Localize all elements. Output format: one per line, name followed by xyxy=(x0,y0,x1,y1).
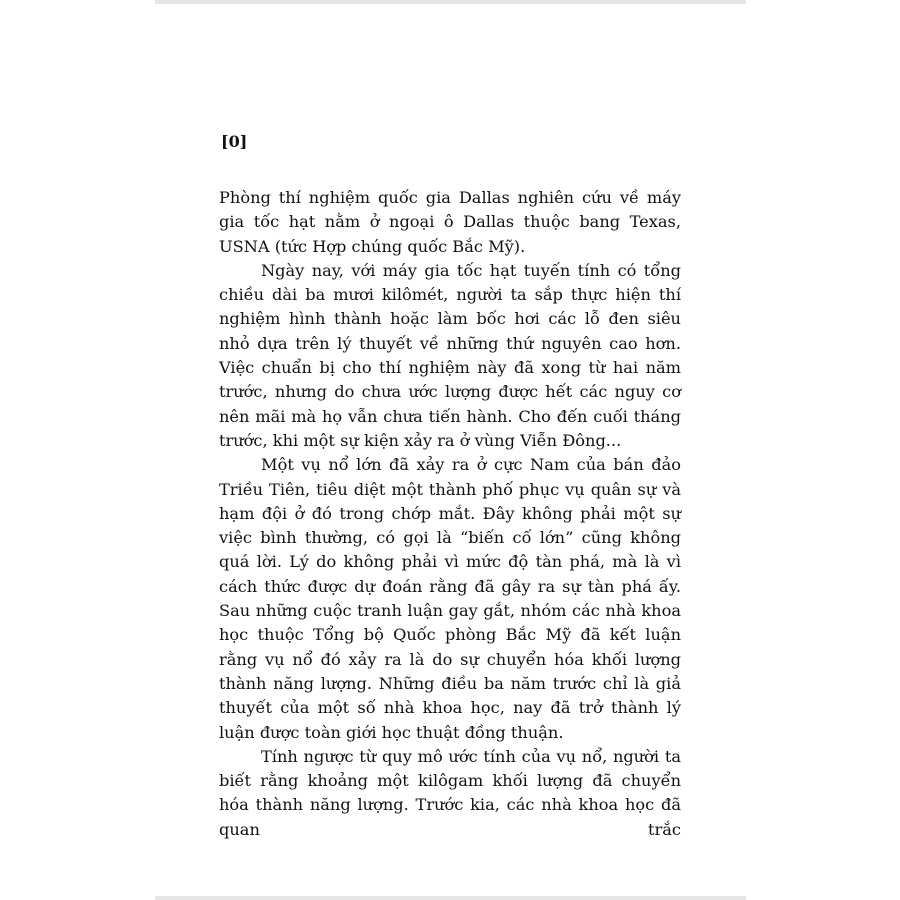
paragraph-1: Phòng thí nghiệm quốc gia Dallas nghiên cứu về máy gia tốc hạt nằm ở ngoại ô Dallas thuộc bang Texas, USNA (tức Hợp chúng quốc Bắc Mỹ). xyxy=(219,188,681,256)
paragraph-3: Một vụ nổ lớn đã xảy ra ở cực Nam của bán đảo Triều Tiên, tiêu diệt một thành phố phục vụ quân sự và hạm đội ở đó trong chớp mắt. Đây không phải một sự việc bình thường, có gọi là “biến cố lớn” cũng không quá lời. Lý do không phải vì mức độ tàn phá, mà là vì cách thức được dự đoán rằng đã gây ra sự tàn phá ấy. Sau những cuộc tranh luận gay gắt, nhóm các nhà khoa học thuộc Tổng bộ Quốc phòng Bắc Mỹ đã kết luận rằng vụ nổ đó xảy ra là do sự chuyển hóa khối lượng thành năng lượng. Những điều ba năm trước chỉ là giả thuyết của một số nhà khoa học, nay đã trở thành lý luận được toàn giới học thuật đồng thuận. xyxy=(219,455,681,742)
section-number: [0] xyxy=(221,132,248,151)
paragraph-2: Ngày nay, với máy gia tốc hạt tuyến tính có tổng chiều dài ba mươi kilômét, người ta sắp thực hiện thí nghiệm hình thành hoặc làm bốc hơi các lỗ đen siêu nhỏ dựa trên lý thuyết về những thứ nguyên cao hơn. Việc chuẩn bị cho thí nghiệm này đã xong từ hai năm trước, nhưng do chưa ước lượng được hết các nguy cơ nên mãi mà họ vẫn chưa tiến hành. Cho đến cuối tháng trước, khi một sự kiện xảy ra ở vùng Viễn Đông... xyxy=(219,260,681,450)
top-border-line xyxy=(155,0,746,4)
paragraph-4: Tính ngược từ quy mô ước tính của vụ nổ, người ta biết rằng khoảng một kilôgam khối lượng đã chuyển hóa thành năng lượng. Trước kia, các nhà khoa học đã quan trắc xyxy=(219,746,681,839)
body-text xyxy=(219,186,681,842)
bottom-border-line xyxy=(155,896,746,900)
